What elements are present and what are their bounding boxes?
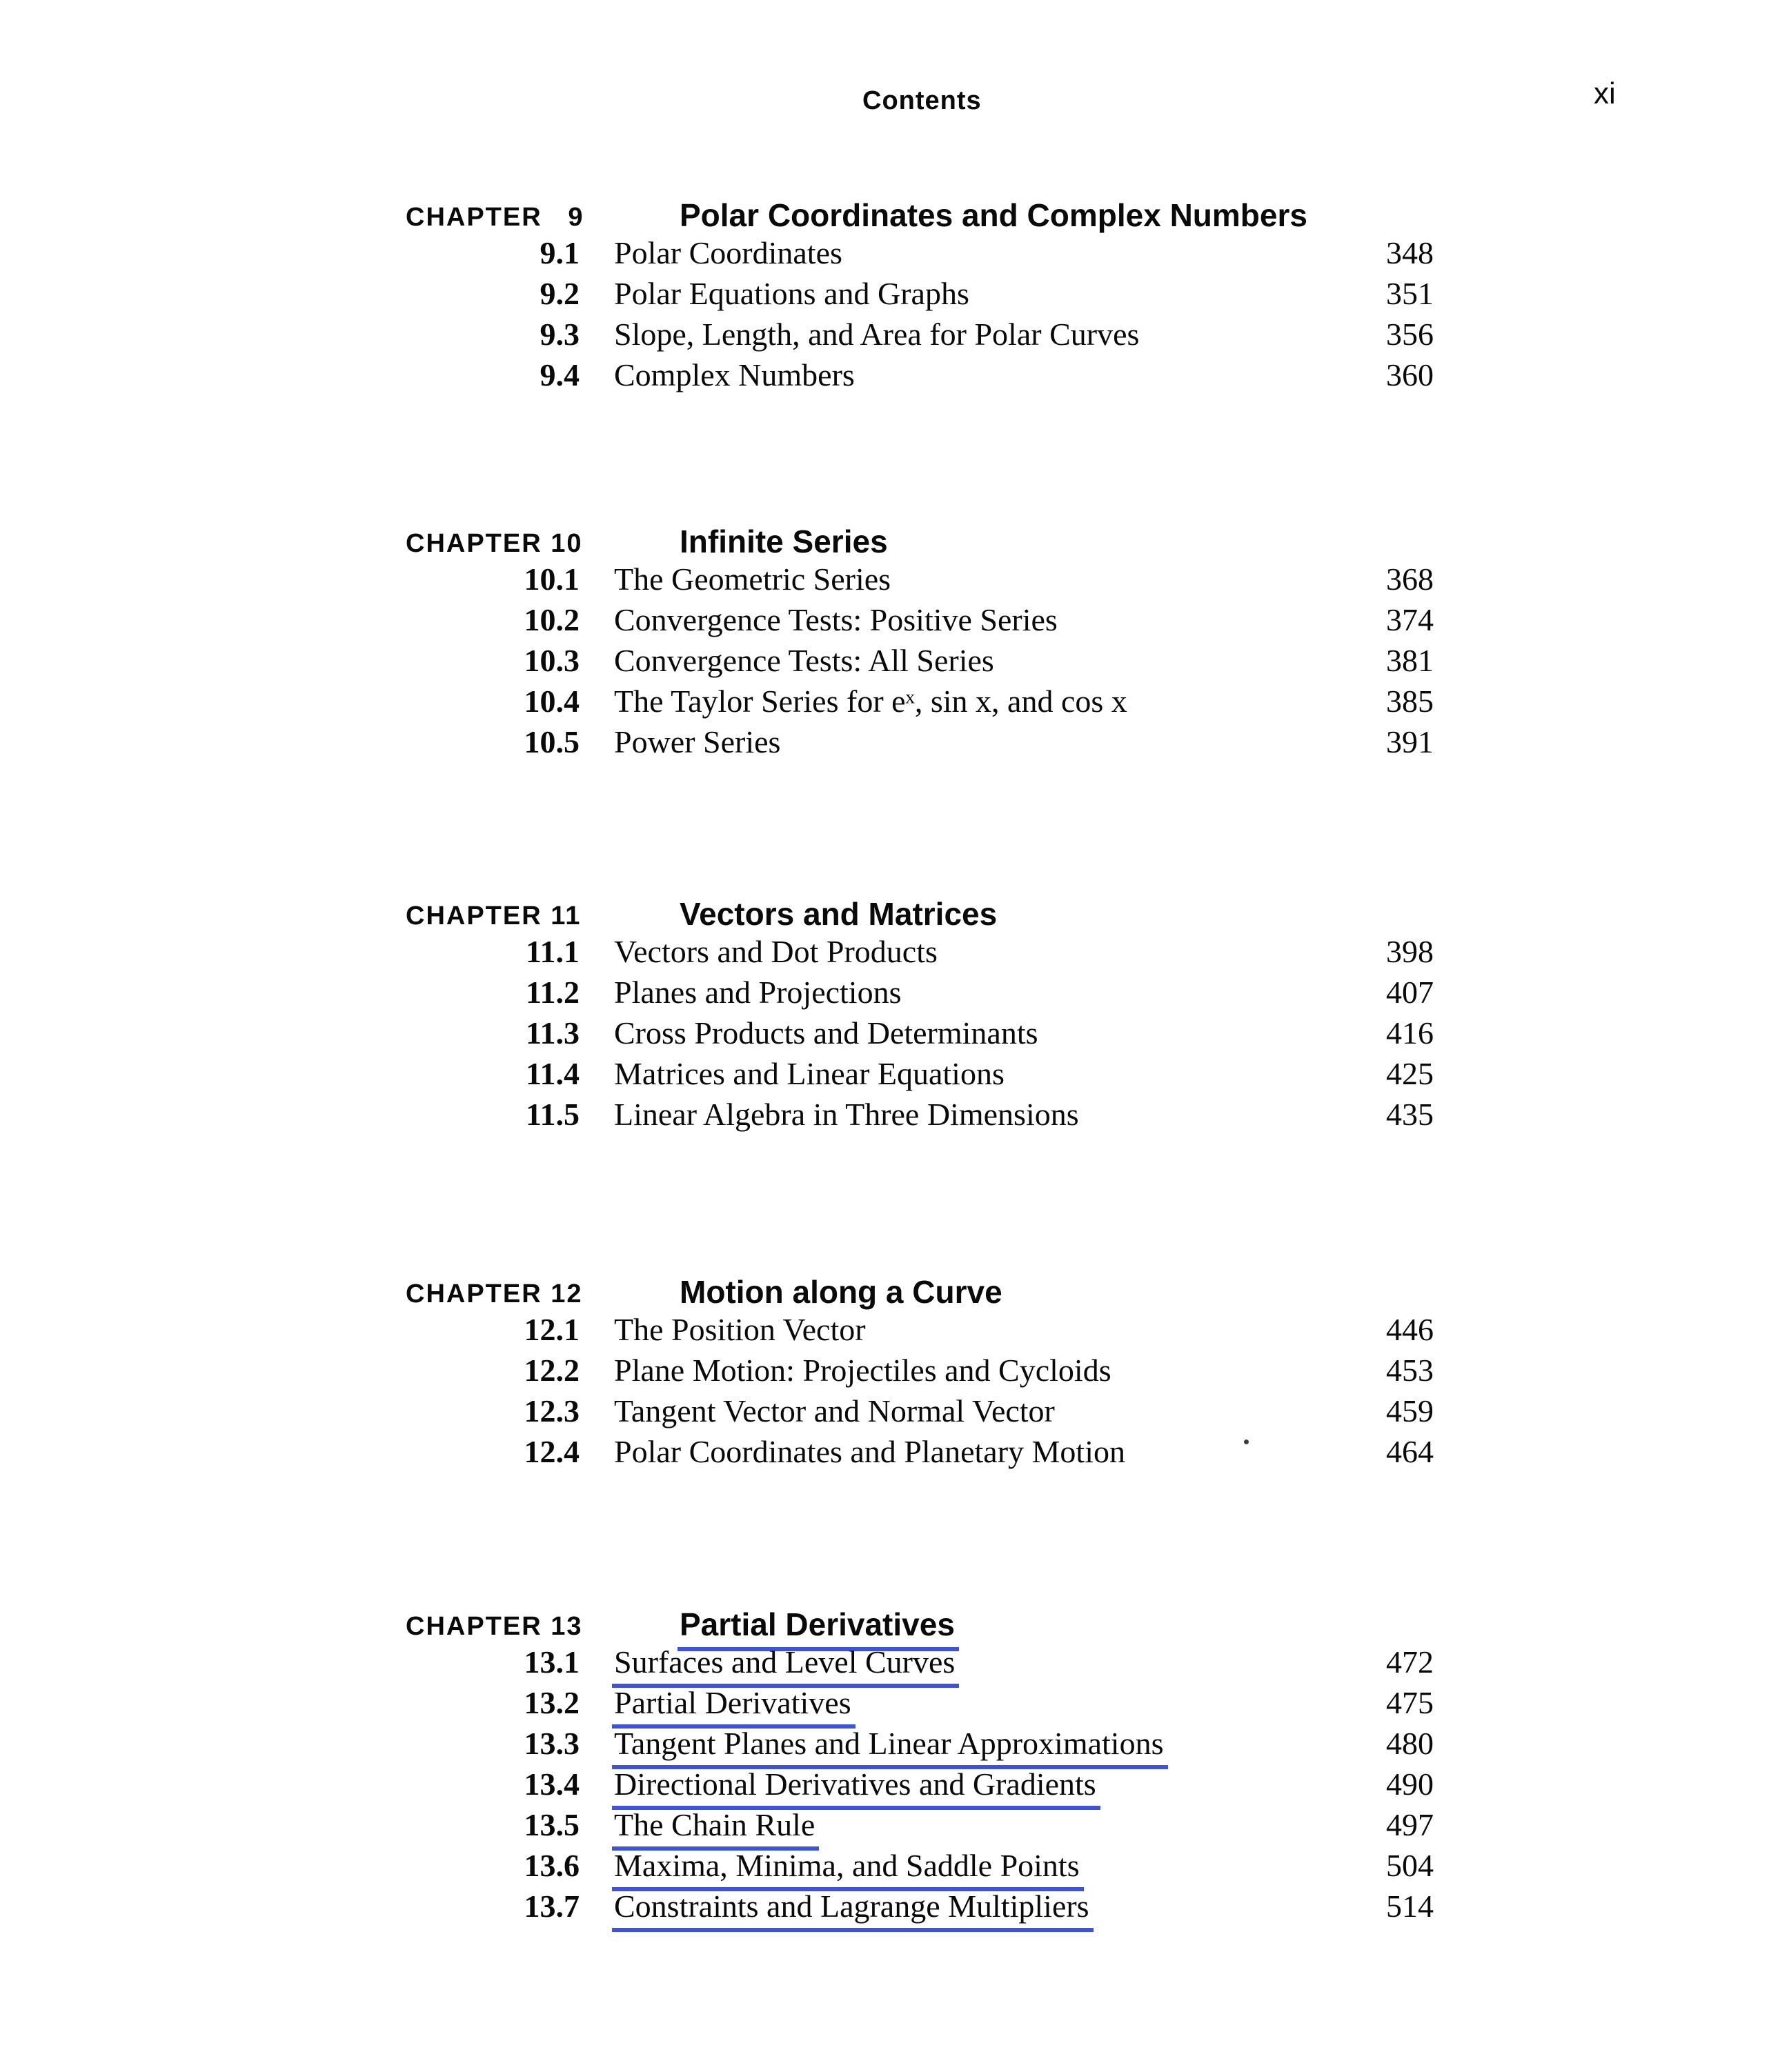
section-page-number: 425	[1386, 1056, 1434, 1091]
toc-row	[0, 1434, 1780, 1475]
section-number: 10.1	[524, 561, 580, 597]
section-title: Matrices and Linear Equations	[614, 1056, 1005, 1091]
toc-row	[0, 1807, 1780, 1848]
section-page-number: 385	[1386, 684, 1434, 719]
toc-row	[0, 1766, 1780, 1807]
section-title: Convergence Tests: Positive Series	[614, 602, 1058, 637]
toc-row	[0, 1393, 1780, 1434]
section-title[interactable]: Partial Derivatives	[612, 1685, 856, 1729]
section-title: Vectors and Dot Products	[614, 934, 938, 969]
section-number: 12.3	[524, 1393, 580, 1428]
toc-row	[0, 1056, 1780, 1097]
section-number: 12.1	[524, 1312, 580, 1347]
toc-row	[0, 235, 1780, 276]
section-page-number: 435	[1386, 1097, 1434, 1132]
chapter-title: Polar Coordinates and Complex Numbers	[680, 197, 1307, 233]
toc-row	[0, 1889, 1780, 1929]
section-title: Polar Equations and Graphs	[614, 276, 969, 311]
section-page-number: 351	[1386, 276, 1434, 311]
section-title: The Taylor Series for eˣ, sin x, and cos x	[614, 684, 1127, 719]
section-page-number: 480	[1386, 1726, 1434, 1761]
toc-row	[0, 1097, 1780, 1137]
section-title: The Geometric Series	[614, 561, 891, 597]
running-header: Contents	[862, 86, 982, 115]
section-number: 10.4	[524, 684, 580, 719]
chapter-block	[0, 524, 1780, 765]
section-title: Polar Coordinates	[614, 235, 842, 270]
chapter-heading	[0, 896, 1780, 934]
section-number: 9.3	[540, 317, 580, 352]
section-page-number: 504	[1386, 1848, 1434, 1883]
chapter-heading	[0, 1606, 1780, 1644]
section-number: 12.4	[524, 1434, 580, 1469]
toc-row	[0, 602, 1780, 643]
section-page-number: 368	[1386, 561, 1434, 597]
section-page-number: 472	[1386, 1644, 1434, 1680]
section-number: 10.3	[524, 643, 580, 678]
toc-row	[0, 276, 1780, 317]
section-page-number: 459	[1386, 1393, 1434, 1428]
section-page-number: 453	[1386, 1353, 1434, 1388]
section-page-number: 497	[1386, 1807, 1434, 1842]
chapter-block	[0, 197, 1780, 398]
toc-row	[0, 357, 1780, 398]
section-title[interactable]: Maxima, Minima, and Saddle Points	[612, 1848, 1084, 1891]
section-title[interactable]: Directional Derivatives and Gradients	[612, 1766, 1100, 1810]
section-page-number: 356	[1386, 317, 1434, 352]
section-title: Power Series	[614, 724, 781, 759]
chapter-title: Vectors and Matrices	[680, 896, 998, 932]
section-number: 13.3	[524, 1726, 580, 1761]
toc-row	[0, 975, 1780, 1015]
toc-row	[0, 1726, 1780, 1766]
section-page-number: 490	[1386, 1766, 1434, 1802]
toc-row	[0, 1015, 1780, 1056]
section-page-number: 475	[1386, 1685, 1434, 1720]
chapter-label: CHAPTER 13	[406, 1612, 583, 1641]
section-title: Tangent Vector and Normal Vector	[614, 1393, 1055, 1428]
section-title[interactable]: Surfaces and Level Curves	[612, 1644, 959, 1688]
section-number: 13.2	[524, 1685, 580, 1720]
toc-row	[0, 724, 1780, 765]
section-title: Planes and Projections	[614, 975, 902, 1010]
chapter-label: CHAPTER 9	[406, 203, 584, 232]
chapter-heading	[0, 1274, 1780, 1312]
section-number: 9.2	[540, 276, 580, 311]
section-number: 11.1	[526, 934, 580, 969]
toc-row	[0, 1848, 1780, 1889]
chapter-block	[0, 1274, 1780, 1475]
toc-row	[0, 317, 1780, 357]
chapter-label: CHAPTER 10	[406, 529, 583, 558]
section-number: 10.2	[524, 602, 580, 637]
chapter-block	[0, 1606, 1780, 1929]
stray-mark	[1244, 1440, 1249, 1444]
section-title: Linear Algebra in Three Dimensions	[614, 1097, 1079, 1132]
section-title[interactable]: Tangent Planes and Linear Approximations	[612, 1726, 1168, 1769]
section-number: 11.3	[526, 1015, 580, 1050]
section-page-number: 348	[1386, 235, 1434, 270]
section-number: 10.5	[524, 724, 580, 759]
section-title[interactable]: Constraints and Lagrange Multipliers	[612, 1889, 1094, 1932]
section-page-number: 360	[1386, 357, 1434, 392]
toc-row	[0, 643, 1780, 684]
chapter-title[interactable]: Partial Derivatives	[678, 1606, 959, 1651]
toc-row	[0, 934, 1780, 975]
section-title: Complex Numbers	[614, 357, 855, 392]
section-title[interactable]: The Chain Rule	[612, 1807, 819, 1851]
section-page-number: 374	[1386, 602, 1434, 637]
section-page-number: 416	[1386, 1015, 1434, 1050]
section-page-number: 398	[1386, 934, 1434, 969]
section-number: 9.1	[540, 235, 580, 270]
section-title: Slope, Length, and Area for Polar Curves	[614, 317, 1140, 352]
section-number: 13.4	[524, 1766, 580, 1802]
section-title: Cross Products and Determinants	[614, 1015, 1038, 1050]
section-page-number: 391	[1386, 724, 1434, 759]
toc-row	[0, 1353, 1780, 1393]
section-page-number: 407	[1386, 975, 1434, 1010]
page-number-folio: xi	[1594, 77, 1616, 110]
section-number: 13.6	[524, 1848, 580, 1883]
section-number: 12.2	[524, 1353, 580, 1388]
section-number: 11.5	[526, 1097, 580, 1132]
section-number: 13.5	[524, 1807, 580, 1842]
section-page-number: 464	[1386, 1434, 1434, 1469]
chapter-title: Motion along a Curve	[680, 1274, 1002, 1310]
section-number: 13.7	[524, 1889, 580, 1924]
toc-row	[0, 561, 1780, 602]
section-title: Plane Motion: Projectiles and Cycloids	[614, 1353, 1111, 1388]
toc-row	[0, 684, 1780, 724]
section-page-number: 514	[1386, 1889, 1434, 1924]
section-number: 13.1	[524, 1644, 580, 1680]
section-title: The Position Vector	[614, 1312, 866, 1347]
chapter-title: Infinite Series	[680, 524, 888, 559]
section-page-number: 381	[1386, 643, 1434, 678]
chapter-heading	[0, 197, 1780, 235]
section-number: 11.2	[526, 975, 580, 1010]
toc-row	[0, 1312, 1780, 1353]
section-number: 11.4	[526, 1056, 580, 1091]
section-title: Convergence Tests: All Series	[614, 643, 994, 678]
section-title: Polar Coordinates and Planetary Motion	[614, 1434, 1125, 1469]
section-number: 9.4	[540, 357, 580, 392]
chapter-heading	[0, 524, 1780, 561]
toc-row	[0, 1644, 1780, 1685]
section-page-number: 446	[1386, 1312, 1434, 1347]
toc-row	[0, 1685, 1780, 1726]
chapter-block	[0, 896, 1780, 1137]
chapter-label: CHAPTER 12	[406, 1279, 583, 1308]
chapter-label: CHAPTER 11	[406, 901, 582, 930]
